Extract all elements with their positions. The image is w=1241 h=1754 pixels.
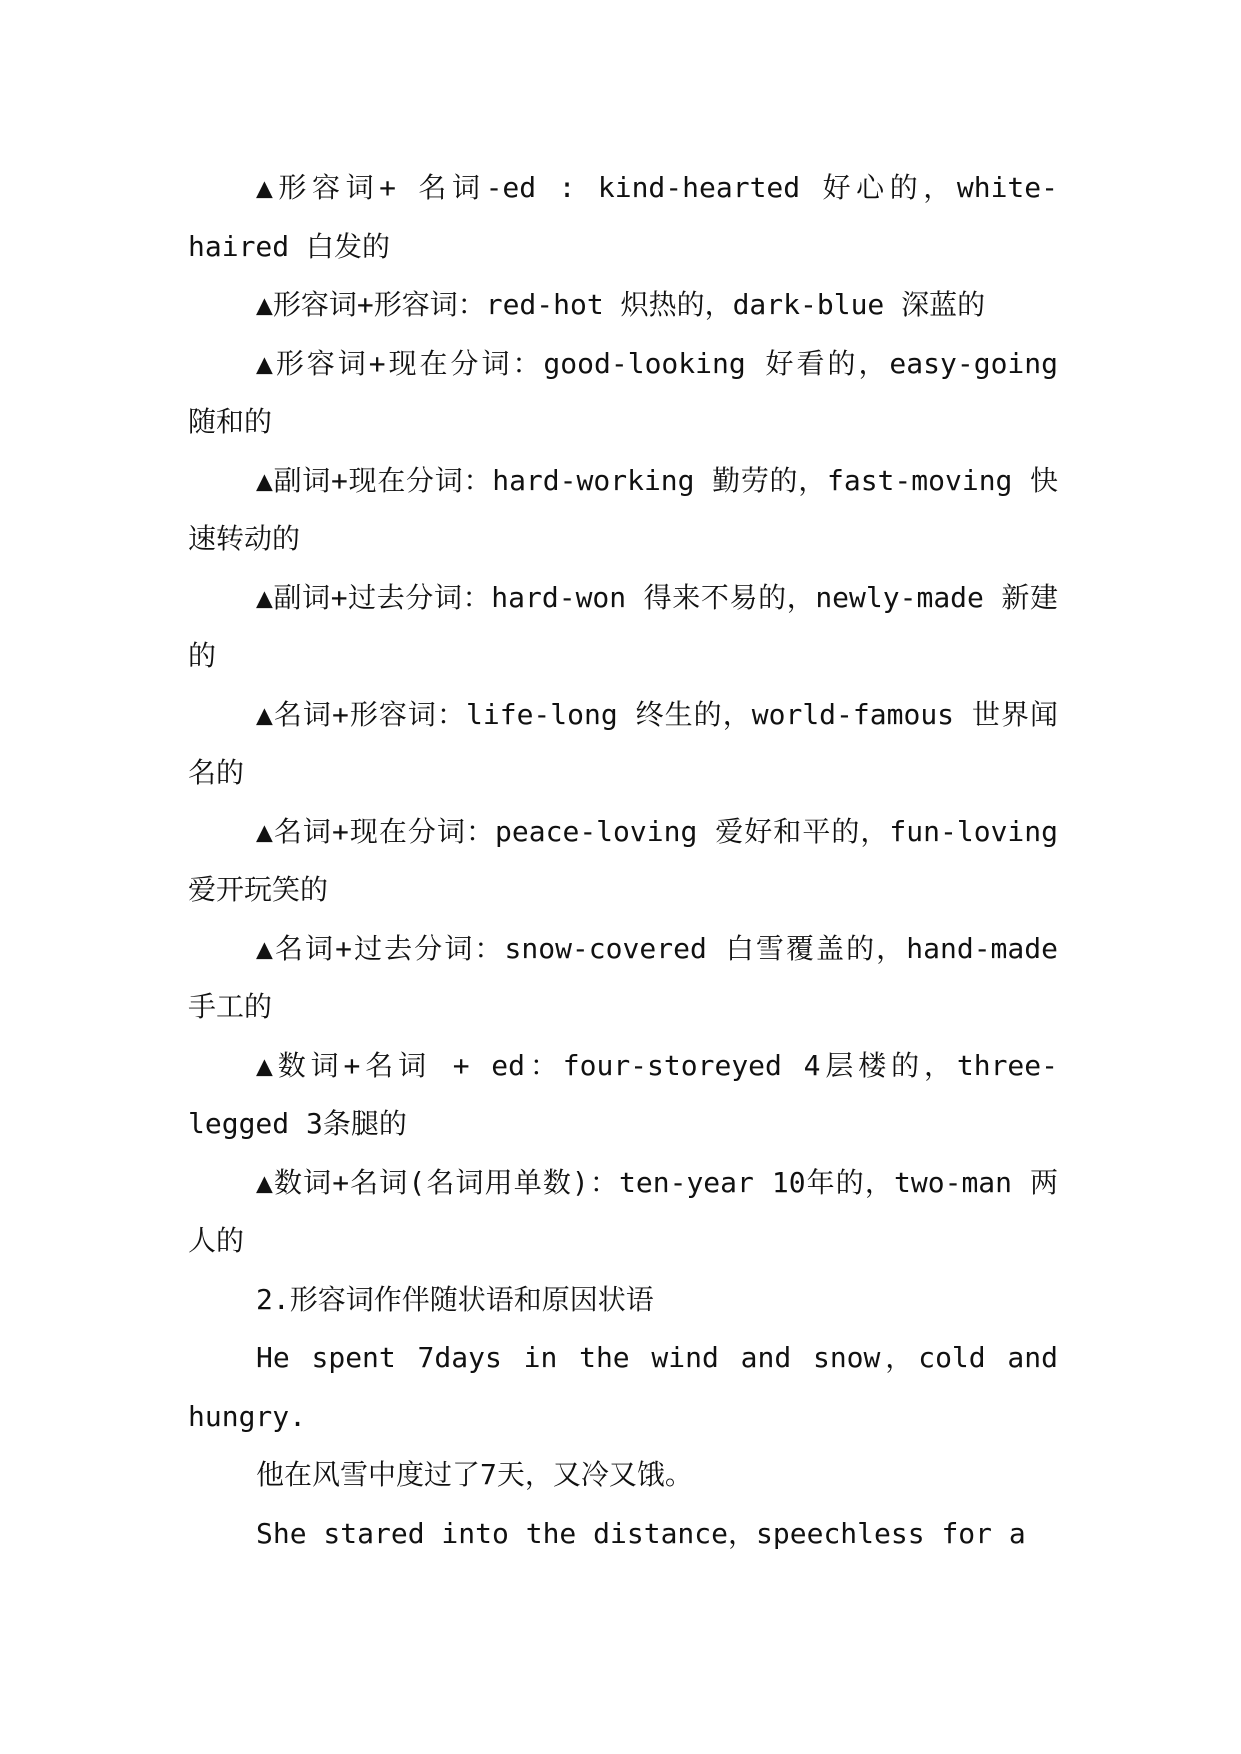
example-sentence-chinese: 他在风雪中度过了7天，又冷又饿。 xyxy=(256,1458,693,1491)
example-sentence-english-2: She stared into the distance，speechless for a xyxy=(256,1516,1026,1550)
paragraph-noun-past-participle: ▲名词+过去分词：snow-covered 白雪覆盖的，hand-made 手工的 xyxy=(188,931,1058,1023)
paragraph-adj-noun-ed: ▲形容词+ 名词-ed : kind-hearted 好心的，white-haired 白发的 xyxy=(188,171,1058,263)
paragraph-numeral-noun: ▲数词+名词(名词用单数)：ten-year 10年的，two-man 两人的 xyxy=(188,1165,1058,1257)
paragraph-adv-past-participle: ▲副词+过去分词：hard-won 得来不易的，newly-made 新建的 xyxy=(188,580,1058,672)
paragraph-noun-present-participle: ▲名词+现在分词：peace-loving 爱好和平的，fun-loving 爱开玩笑的 xyxy=(188,814,1058,906)
section-heading: 2.形容词作伴随状语和原因状语 xyxy=(256,1282,654,1316)
paragraph-numeral-noun-ed: ▲数词+名词 + ed：four-storeyed 4层楼的，three-legged 3条腿的 xyxy=(188,1048,1058,1140)
paragraph-adv-present-participle: ▲副词+现在分词：hard-working 勤劳的，fast-moving 快速转动的 xyxy=(188,463,1058,555)
paragraph-adj-present-participle: ▲形容词+现在分词：good-looking 好看的，easy-going 随和的 xyxy=(188,346,1058,438)
document-body xyxy=(188,159,1058,1563)
example-sentence-english: He spent 7days in the wind and snow，cold and hungry. xyxy=(188,1341,1058,1433)
paragraph-adj-adj: ▲形容词+形容词：red-hot 炽热的，dark-blue 深蓝的 xyxy=(256,288,986,321)
paragraph-noun-adj: ▲名词+形容词：life-long 终生的，world-famous 世界闻名的 xyxy=(188,697,1058,789)
